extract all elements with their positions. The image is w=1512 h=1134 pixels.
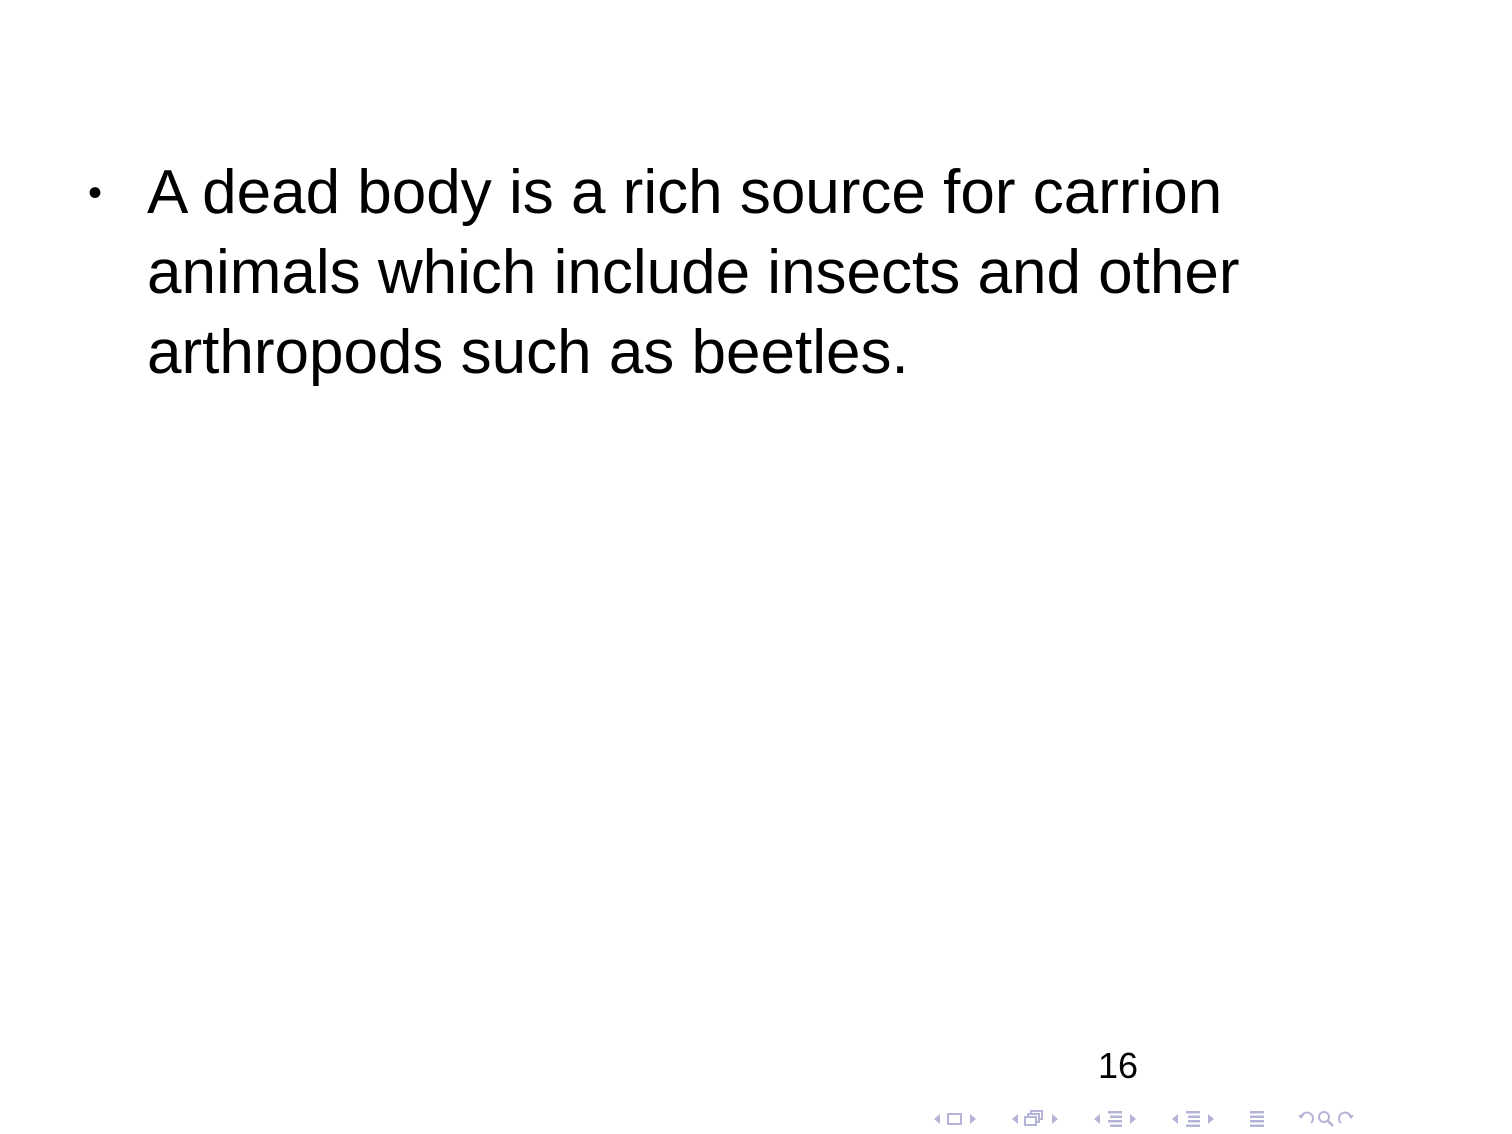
next-subsection-button[interactable] (1204, 1104, 1218, 1134)
arrow-right-icon (1126, 1111, 1140, 1127)
subsection-button[interactable] (1182, 1104, 1204, 1134)
subsection-icon (1182, 1109, 1204, 1129)
arrow-left-icon (930, 1111, 944, 1127)
prev-subsection-frame-button[interactable] (1008, 1104, 1022, 1134)
back-button[interactable] (1296, 1104, 1316, 1134)
page-number: 16 (1098, 1045, 1139, 1086)
arrow-right-icon (1204, 1111, 1218, 1127)
arrow-left-icon (1090, 1111, 1104, 1127)
align-button[interactable] (1246, 1104, 1268, 1134)
arrow-right-icon (1048, 1111, 1062, 1127)
subsection-frames-button[interactable] (1022, 1104, 1048, 1134)
prev-section-button[interactable] (1090, 1104, 1104, 1134)
bullet-list (88, 153, 1388, 393)
section-nav-group (1090, 1104, 1140, 1134)
section-button[interactable] (1104, 1104, 1126, 1134)
search-nav-group (1296, 1104, 1356, 1134)
next-subsection-frame-button[interactable] (1048, 1104, 1062, 1134)
search-icon (1316, 1109, 1336, 1129)
arrow-right-icon (966, 1111, 980, 1127)
frame-button[interactable] (944, 1104, 966, 1134)
bullet-item (88, 153, 1388, 393)
next-section-button[interactable] (1126, 1104, 1140, 1134)
bullet-marker: • (88, 171, 103, 215)
bullet-text: A dead body is a rich source for carrion animals which include insects and other arthropods such as beetles. (147, 158, 1240, 387)
arrow-left-icon (1008, 1111, 1022, 1127)
subsection-frames-nav-group (1008, 1104, 1062, 1134)
subsection-icon (1022, 1109, 1048, 1129)
align-nav-group (1246, 1104, 1268, 1134)
prev-subsection-button[interactable] (1168, 1104, 1182, 1134)
undo-icon (1296, 1109, 1316, 1129)
frame-icon (944, 1111, 966, 1127)
forward-button[interactable] (1336, 1104, 1356, 1134)
search-button[interactable] (1316, 1104, 1336, 1134)
prev-frame-button[interactable] (930, 1104, 944, 1134)
subsection-nav-group (1168, 1104, 1218, 1134)
navigation-bar (930, 1104, 1356, 1134)
section-icon (1104, 1109, 1126, 1129)
next-frame-button[interactable] (966, 1104, 980, 1134)
align-icon (1246, 1109, 1268, 1129)
frame-nav-group (930, 1104, 980, 1134)
redo-icon (1336, 1109, 1356, 1129)
arrow-left-icon (1168, 1111, 1182, 1127)
